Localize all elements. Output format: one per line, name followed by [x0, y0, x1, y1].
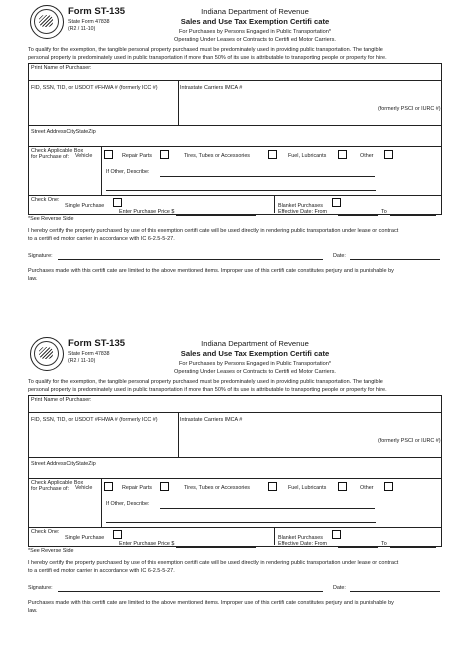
imca-field[interactable]	[181, 424, 436, 436]
intro-paragraph	[28, 379, 448, 395]
certification-paragraph	[28, 228, 448, 244]
purchases-line-1: Purchases made with this certifi cate are limited to the above mentioned items. Improper use of this certifi cate constitutes perjury and is punishable by	[28, 268, 394, 274]
effective-date-to-field[interactable]	[390, 547, 436, 548]
vehicle-checkbox[interactable]	[104, 482, 113, 491]
single-purchase-label: Single Purchase	[65, 203, 105, 209]
purchases-paragraph	[28, 600, 448, 616]
option-repair-label: Repair Parts	[122, 485, 152, 491]
imca-label: Intrastate Carriers IMCA #	[180, 85, 243, 91]
fid-label: FID, SSN, TID, or USDOT #FHWA # (formerly ICC #)	[31, 85, 158, 91]
blanket-purchases-label: Blanket Purchases	[278, 203, 323, 209]
fuel-checkbox[interactable]	[338, 150, 347, 159]
state-form-number: State Form 47838	[68, 351, 110, 357]
if-other-label: If Other, Describe:	[106, 501, 150, 507]
form-title: Sales and Use Tax Exemption Certifi cate	[180, 349, 330, 358]
option-fuel-label: Fuel, Lubricants	[288, 485, 327, 491]
print-name-label: Print Name of Purchaser:	[31, 397, 92, 403]
effective-date-from-field[interactable]	[338, 547, 378, 548]
agency-name: Indiana Department of Revenue	[201, 7, 309, 16]
purchases-line-2: law.	[28, 607, 38, 614]
date-field[interactable]	[350, 591, 440, 592]
purchases-line-2: law.	[28, 275, 38, 282]
certification-paragraph	[28, 560, 448, 576]
enter-price-label: Enter Purchase Price $	[119, 209, 175, 215]
check-box-label-2: for Purchase of:	[31, 154, 70, 160]
print-name-field[interactable]	[31, 71, 436, 80]
pscui-label: (formerly PSCI or IURC #)	[378, 106, 441, 112]
certify-line-2: to a certifi ed motor carrier in accordance with IC 6-2.5-5-27.	[28, 235, 175, 242]
other-checkbox[interactable]	[384, 482, 393, 491]
date-field[interactable]	[350, 259, 440, 260]
effective-date-label: Effective Date: From	[278, 541, 328, 547]
effective-date-label: Effective Date: From	[278, 209, 328, 215]
if-other-field-2[interactable]	[106, 522, 376, 523]
intro-line-1: To qualify for the exemption, the tangible personal property purchased must be predominately used in providing public transportation. The tangible	[28, 379, 383, 385]
address-field[interactable]	[31, 136, 436, 145]
purchase-price-field[interactable]	[176, 215, 256, 216]
fid-field[interactable]	[31, 92, 176, 104]
form-revision: (R2 / 11-10)	[68, 358, 96, 364]
imca-field[interactable]	[181, 92, 436, 104]
check-one-label: Check One:	[31, 529, 60, 535]
address-field[interactable]	[31, 468, 436, 477]
other-checkbox[interactable]	[384, 150, 393, 159]
intro-paragraph	[28, 47, 448, 63]
if-other-field-2[interactable]	[106, 190, 376, 191]
form-title: Sales and Use Tax Exemption Certifi cate	[180, 17, 330, 26]
state-seal-icon	[30, 5, 64, 39]
fid-label: FID, SSN, TID, or USDOT #FHWA # (formerly ICC #)	[31, 417, 158, 423]
form-revision: (R2 / 11-10)	[68, 26, 96, 32]
fuel-checkbox[interactable]	[338, 482, 347, 491]
blanket-purchases-checkbox[interactable]	[332, 198, 341, 207]
form-number: Form ST-135	[68, 6, 126, 17]
blanket-purchases-checkbox[interactable]	[332, 530, 341, 539]
date-label: Date:	[333, 253, 346, 259]
if-other-field[interactable]	[160, 508, 375, 509]
check-box-label-1: Check Applicable Box	[31, 480, 84, 486]
tires-checkbox[interactable]	[268, 482, 277, 491]
option-other-label: Other	[360, 485, 374, 491]
address-label: Street AddressCityStateZip	[31, 129, 96, 135]
intro-line-1: To qualify for the exemption, the tangible personal property purchased must be predominately used in providing public transportation. The tangible	[28, 47, 383, 53]
signature-field[interactable]	[58, 591, 323, 592]
effective-date-from-field[interactable]	[338, 215, 378, 216]
option-tires-label: Tires, Tubes or Accessories	[184, 153, 251, 159]
pscui-label: (formerly PSCI or IURC #)	[378, 438, 441, 444]
purchases-paragraph	[28, 268, 448, 284]
effective-date-to-field[interactable]	[390, 215, 436, 216]
address-label: Street AddressCityStateZip	[31, 461, 96, 467]
if-other-label: If Other, Describe:	[106, 169, 150, 175]
blanket-purchases-label: Blanket Purchases	[278, 535, 323, 541]
single-purchase-checkbox[interactable]	[113, 530, 122, 539]
option-repair-label: Repair Parts	[122, 153, 152, 159]
check-one-label: Check One:	[31, 197, 60, 203]
to-label: To	[381, 209, 387, 215]
option-tires-label: Tires, Tubes or Accessories	[184, 485, 251, 491]
certificate-copy-1	[0, 5, 474, 325]
date-label: Date:	[333, 585, 346, 591]
certify-line-1: I hereby certify the property purchased by use of this exemption certifi cate will be used directly in rendering public transportation under lease or contract	[28, 228, 399, 234]
state-form-number: State Form 47838	[68, 19, 110, 25]
print-name-label: Print Name of Purchaser:	[31, 65, 92, 71]
intro-line-2: personal property is predominately used in public transportation if more than 50% of its use is attributable to transporting people or property for hire.	[28, 54, 387, 61]
form-subtitle-2: Operating Under Leases or Contracts to Certifi ed Motor Carriers.	[174, 37, 336, 43]
single-purchase-label: Single Purchase	[65, 535, 105, 541]
repair-parts-checkbox[interactable]	[160, 482, 169, 491]
purchases-line-1: Purchases made with this certifi cate are limited to the above mentioned items. Improper use of this certifi cate constitutes perjury and is punishable by	[28, 600, 394, 606]
tires-checkbox[interactable]	[268, 150, 277, 159]
option-fuel-label: Fuel, Lubricants	[288, 153, 327, 159]
form-subtitle-1: For Purchases by Persons Engaged in Public Transportation*	[178, 29, 332, 35]
fid-field[interactable]	[31, 424, 176, 436]
signature-label: Signature:	[28, 253, 53, 259]
certify-line-1: I hereby certify the property purchased by use of this exemption certifi cate will be used directly in rendering public transportation under lease or contract	[28, 560, 399, 566]
form-number: Form ST-135	[68, 338, 126, 349]
form-subtitle-1: For Purchases by Persons Engaged in Public Transportation*	[178, 361, 332, 367]
certificate-copy-2	[0, 337, 474, 657]
agency-name: Indiana Department of Revenue	[201, 339, 309, 348]
check-box-label-1: Check Applicable Box	[31, 148, 84, 154]
single-purchase-checkbox[interactable]	[113, 198, 122, 207]
repair-parts-checkbox[interactable]	[160, 150, 169, 159]
form-subtitle-2: Operating Under Leases or Contracts to Certifi ed Motor Carriers.	[174, 369, 336, 375]
enter-price-label: Enter Purchase Price $	[119, 541, 175, 547]
see-reverse-note: *See Reverse Side	[28, 548, 74, 554]
option-vehicle-label: Vehicle	[75, 485, 93, 491]
print-name-field[interactable]	[31, 403, 436, 412]
imca-label: Intrastate Carriers IMCA #	[180, 417, 243, 423]
check-box-label-2: for Purchase of:	[31, 486, 70, 492]
option-other-label: Other	[360, 153, 374, 159]
to-label: To	[381, 541, 387, 547]
purchase-price-field[interactable]	[176, 547, 256, 548]
option-vehicle-label: Vehicle	[75, 153, 93, 159]
if-other-field[interactable]	[160, 176, 375, 177]
certify-line-2: to a certifi ed motor carrier in accordance with IC 6-2.5-5-27.	[28, 567, 175, 574]
vehicle-checkbox[interactable]	[104, 150, 113, 159]
state-seal-icon	[30, 337, 64, 371]
signature-field[interactable]	[58, 259, 323, 260]
signature-label: Signature:	[28, 585, 53, 591]
see-reverse-note: *See Reverse Side	[28, 216, 74, 222]
intro-line-2: personal property is predominately used in public transportation if more than 50% of its use is attributable to transporting people or property for hire.	[28, 386, 387, 393]
